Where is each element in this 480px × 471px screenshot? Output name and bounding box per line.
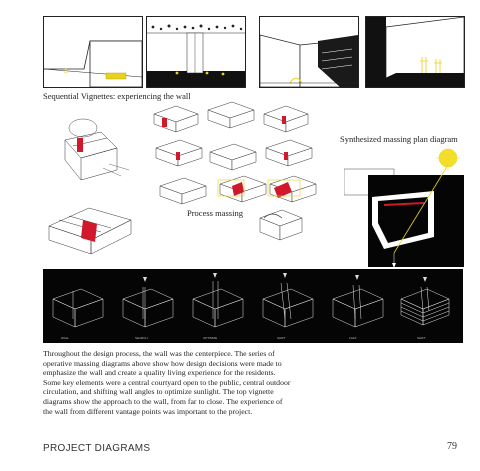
vignette-2-drawing — [147, 17, 245, 87]
strip-label-3: OPTIMIZE — [203, 336, 218, 340]
operative-diagrams — [43, 269, 463, 343]
vignette-3 — [259, 16, 359, 88]
vignette-1 — [43, 16, 143, 88]
vignette-4 — [365, 16, 465, 88]
sun-icon — [439, 149, 457, 167]
strip-label-1: WALL — [61, 336, 70, 340]
strip-label-5: FLEX — [349, 336, 357, 340]
body-paragraph: Throughout the design process, the wall was the centerpiece. The series of operative massing diagrams above show how design decisions were made to emphasize the wall and create a quality living experience for the residents. Some key elements were a central courtyard open to the public, central outdoor circulation, and shifting wall angles to optimize sunlight. The top vignette diagrams show the approach to the wall, from far to close. The experience of the wall from different vantage points was important to the project. — [43, 349, 291, 416]
vignette-3-drawing — [260, 17, 358, 87]
strip-label-2: SEARCH — [135, 336, 148, 340]
page-number: 79 — [447, 441, 457, 452]
operative-diagrams-strip — [43, 269, 463, 343]
vignette-2 — [146, 16, 246, 88]
concept-sketch — [43, 108, 151, 258]
process-massing-label: Process massing — [187, 208, 243, 218]
process-massing-diagrams — [150, 100, 340, 260]
vignette-4-drawing — [366, 17, 464, 87]
strip-label-4: SHIFT — [277, 336, 286, 340]
vignette-1-drawing — [44, 17, 142, 87]
vignettes-caption: Sequential Vignettes: experiencing the wall — [43, 91, 191, 101]
page-section-title: PROJECT DIAGRAMS — [43, 443, 151, 454]
synth-diagram-label: Synthesized massing plan diagram — [340, 134, 458, 144]
synthesized-massing-plan-diagram — [344, 145, 464, 270]
strip-label-6: SHIFT — [417, 336, 426, 340]
